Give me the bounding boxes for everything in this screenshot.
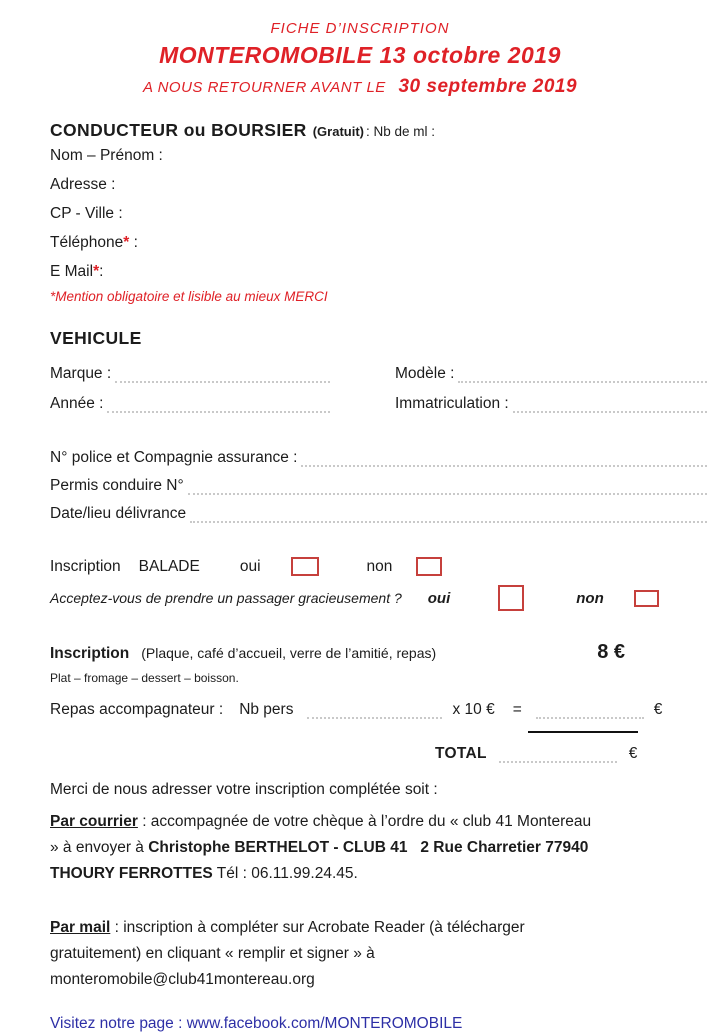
marque-label: Marque : [50,365,112,382]
field-delivrance [50,505,707,523]
courrier-address: Christophe BERTHELOT - CLUB 41 2 Rue Charretier 77940 THOURY FERROTTES [50,839,593,882]
par-mail-text: : inscription à compléter sur Acrobate Reader (à télécharger gratuitement) en cliquant « remplir et signer » à [50,919,530,962]
visit-prefix: Visitez notre page : [50,1015,187,1032]
passager-oui-label: oui [427,589,451,607]
email-address-link[interactable]: monteromobile@club41montereau.org [50,971,315,988]
total-separator-line [528,731,638,733]
facebook-link[interactable]: www.facebook.com/MONTEROMOBILE [186,1015,463,1032]
inscription-price-row [50,641,707,664]
conducteur-gratuit-label: (Gratuit) [312,124,364,139]
permis-label: Permis conduire N° [50,477,184,494]
field-email [50,257,707,286]
total-euro-sign: € [628,745,638,762]
mandatory-note: *Mention obligatoire et lisible au mieux MERCI [50,289,328,304]
multiplier-label: x 10 € [452,701,495,718]
section-tarifs [50,641,707,763]
passager-non-label: non [576,589,604,607]
email-colon: : [99,262,104,280]
section-conducteur [50,114,707,304]
deadline-date: 30 septembre 2019 [398,76,578,97]
form-header [0,0,720,98]
field-marque [50,365,330,383]
immatriculation-label: Immatriculation : [395,395,509,412]
field-cp-ville [50,199,707,228]
conducteur-title-row [50,114,707,141]
immatriculation-input-line[interactable] [513,396,707,413]
annee-input-line[interactable] [107,396,330,413]
nb-pers-label: Nb pers [239,701,294,718]
total-row [435,745,707,763]
delivrance-label: Date/lieu délivrance [50,505,187,522]
menu-detail: Plat – fromage – dessert – boisson. [50,671,239,685]
cp-ville-label: CP - Ville : [50,204,123,222]
nom-prenom-label: Nom – Prénom : [50,146,163,164]
par-mail-label: Par mail [50,919,111,936]
section-footer [50,781,707,1033]
field-modele [395,365,707,383]
repas-label: Repas accompagnateur : [50,701,224,718]
balade-label: BALADE [138,557,200,575]
marque-input-line[interactable] [115,366,330,383]
field-police-assurance [50,449,707,467]
row-marque-modele [50,365,707,383]
field-permis [50,477,707,495]
par-courrier-label: Par courrier [50,813,138,830]
nb-de-ml-input-area[interactable] [435,114,707,136]
repas-total-input-line[interactable] [536,702,644,719]
passager-oui-checkbox[interactable] [498,585,524,611]
return-deadline [0,76,720,98]
nb-pers-input-line[interactable] [307,702,442,719]
nom-prenom-input-area[interactable] [163,145,707,167]
cp-ville-input-area[interactable] [123,203,707,225]
inscription-label: Inscription [50,645,130,662]
par-courrier-paragraph [50,809,598,887]
balade-non-checkbox[interactable] [416,557,442,576]
field-annee [50,395,330,413]
deadline-prefix: A NOUS RETOURNER AVANT LE [142,79,386,96]
balade-oui-checkbox[interactable] [291,557,319,576]
modele-input-line[interactable] [458,366,707,383]
nb-de-ml-label: : Nb de ml : [366,124,436,139]
telephone-colon: : [129,233,138,251]
passager-row [50,585,707,611]
field-nom-prenom [50,141,707,170]
section-balade [50,557,707,611]
par-mail-paragraph [50,915,598,993]
form-title: MONTEROMOBILE 13 octobre 2019 [159,42,561,68]
passager-question: Acceptez-vous de prendre un passager gracieusement ? [50,590,402,606]
balade-inscription-label: Inscription [50,557,121,575]
conducteur-title: CONDUCTEUR ou BOURSIER [50,120,307,140]
required-asterisk: * [123,233,130,251]
telephone-label: Téléphone [50,233,124,251]
courrier-phone: Tél : 06.11.99.24.45. [212,865,358,882]
par-courrier-text: : accompagnée de votre chèque à l’ordre du « club 41 Montereau » à envoyer à [50,813,596,856]
repas-row [50,701,707,719]
vehicule-title-row [50,328,707,349]
telephone-input-area[interactable] [138,232,707,254]
section-vehicule [50,328,707,523]
field-telephone [50,228,707,257]
vehicule-title: VEHICULE [50,328,142,348]
field-immatriculation [395,395,707,413]
repas-euro-sign: € [653,701,663,718]
modele-label: Modèle : [395,365,455,382]
balade-oui-label: oui [239,557,261,575]
email-label: E Mail [50,262,94,280]
total-input-line[interactable] [499,746,617,763]
balade-row [50,557,707,576]
equals-sign: = [512,701,522,718]
facebook-row [50,1015,707,1033]
passager-non-checkbox[interactable] [634,590,659,607]
annee-label: Année : [50,395,104,412]
required-asterisk: * [93,262,100,280]
send-instructions-intro: Merci de nous adresser votre inscription complétée soit : [50,781,438,798]
permis-input-line[interactable] [188,478,707,495]
delivrance-input-line[interactable] [190,506,707,523]
inscription-detail: (Plaque, café d’accueil, verre de l’amitié, repas) [141,645,437,661]
adresse-input-area[interactable] [115,174,707,196]
email-input-area[interactable] [103,261,707,283]
inscription-price: 8 € [597,641,625,663]
form-subtitle: FICHE D’INSCRIPTION [270,20,450,37]
police-assurance-input-line[interactable] [301,450,707,467]
total-label: TOTAL [435,745,487,762]
adresse-label: Adresse : [50,175,116,193]
field-adresse [50,170,707,199]
police-assurance-label: N° police et Compagnie assurance : [50,449,298,466]
balade-non-label: non [366,557,393,575]
row-annee-immatriculation [50,395,707,413]
